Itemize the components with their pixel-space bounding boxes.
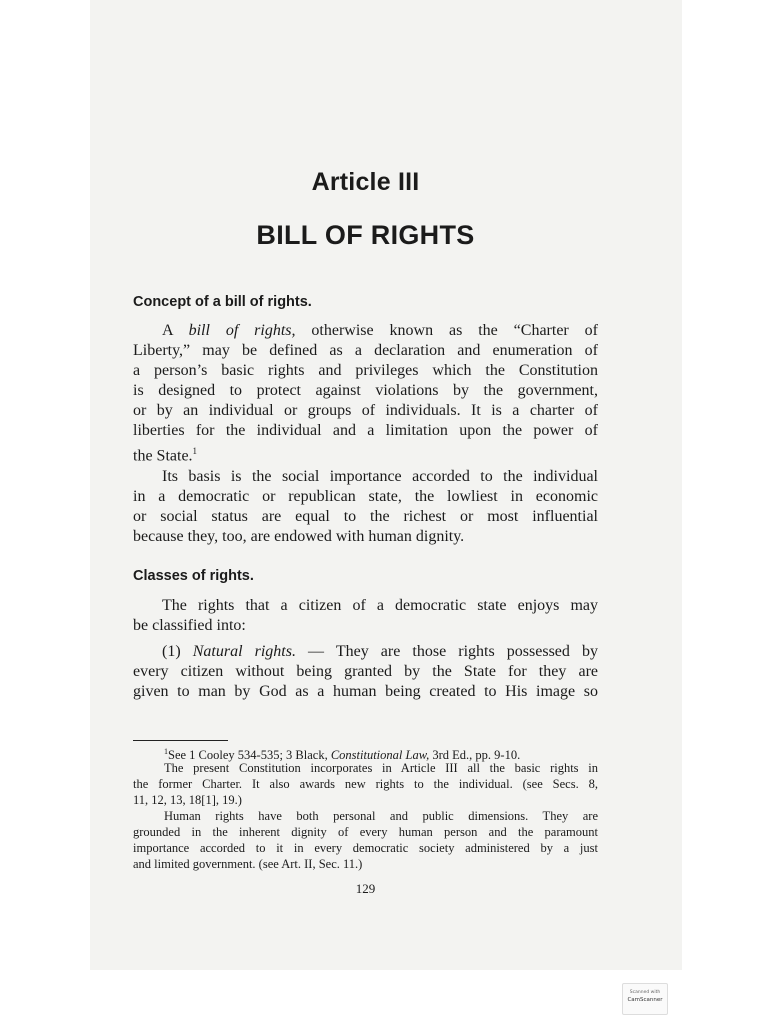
paragraph-line: Liberty,” may be defined as a declaration and enumeration of xyxy=(133,342,598,359)
text-run: otherwise known as the “Charter of xyxy=(295,322,598,339)
text-run: the State. xyxy=(133,447,193,465)
section-heading-classes: Classes of rights. xyxy=(133,568,254,584)
footnote-marker: 1 xyxy=(164,747,168,756)
paragraph-line: Its basis is the social importance accorded to the individual xyxy=(162,468,598,485)
list-number: (1) xyxy=(162,643,193,660)
paragraph-line: because they, too, are endowed with human dignity. xyxy=(133,528,465,545)
paragraph-line: The rights that a citizen of a democratic state enjoys may xyxy=(162,597,598,614)
footnote-line: Human rights have both personal and public dimensions. They are xyxy=(164,809,598,823)
page-title: BILL OF RIGHTS xyxy=(256,220,475,250)
footnote-line: grounded in the inherent dignity of every human person and the paramount xyxy=(133,825,598,839)
paragraph-line xyxy=(133,441,598,466)
footnote-line: 11, 12, 13, 18[1], 19.) xyxy=(133,793,242,807)
paragraph-line: in a democratic or republican state, the lowliest in economic xyxy=(133,488,598,505)
paragraph-line: given to man by God as a human being created to His image so xyxy=(133,683,598,700)
footnote-line: The present Constitution incorporates in Article III all the basic rights in xyxy=(164,761,598,775)
paragraph-line: be classified into: xyxy=(133,617,246,634)
scanner-badge-brand: CamScanner xyxy=(627,997,663,1003)
paragraph-line xyxy=(162,321,598,341)
paragraph-line: a person’s basic rights and privileges which the Constitution xyxy=(133,362,598,379)
paragraph-line: or social status are equal to the richest or most influential xyxy=(133,508,598,525)
page-number: 129 xyxy=(355,881,376,896)
paragraph-line: liberties for the individual and a limitation upon the power of xyxy=(133,422,598,439)
section-heading-concept: Concept of a bill of rights. xyxy=(133,294,312,310)
italic-term: Natural rights. xyxy=(192,643,296,660)
text-run: 3rd Ed., pp. 9-10. xyxy=(429,748,521,763)
paragraph-line xyxy=(162,642,598,662)
italic-term: bill of rights, xyxy=(188,322,296,339)
text-run: See 1 Cooley 534-535; 3 Black, xyxy=(168,748,331,763)
footnote-marker: 1 xyxy=(192,446,198,456)
footnote-divider xyxy=(133,740,228,741)
article-title: Article III xyxy=(311,168,420,196)
paragraph-line: every citizen without being granted by the State for they are xyxy=(133,663,598,680)
text-run: — They are those rights possessed by xyxy=(295,643,598,660)
scanner-badge xyxy=(622,983,668,1015)
paragraph-line: or by an individual or groups of individuals. It is a charter of xyxy=(133,402,598,419)
footnote-line: the former Charter. It also awards new rights to the individual. (see Secs. 8, xyxy=(133,777,598,791)
scanner-badge-caption: Scanned with xyxy=(629,990,661,995)
paragraph-line: is designed to protect against violations by the government, xyxy=(133,382,598,399)
footnote-line: importance accorded to it in every democratic society administered by a just xyxy=(133,841,598,855)
footnote-line: and limited government. (see Art. II, Sec. 11.) xyxy=(133,857,363,871)
italic-term: Constitutional Law, xyxy=(330,748,430,763)
text-run: A xyxy=(162,322,189,339)
